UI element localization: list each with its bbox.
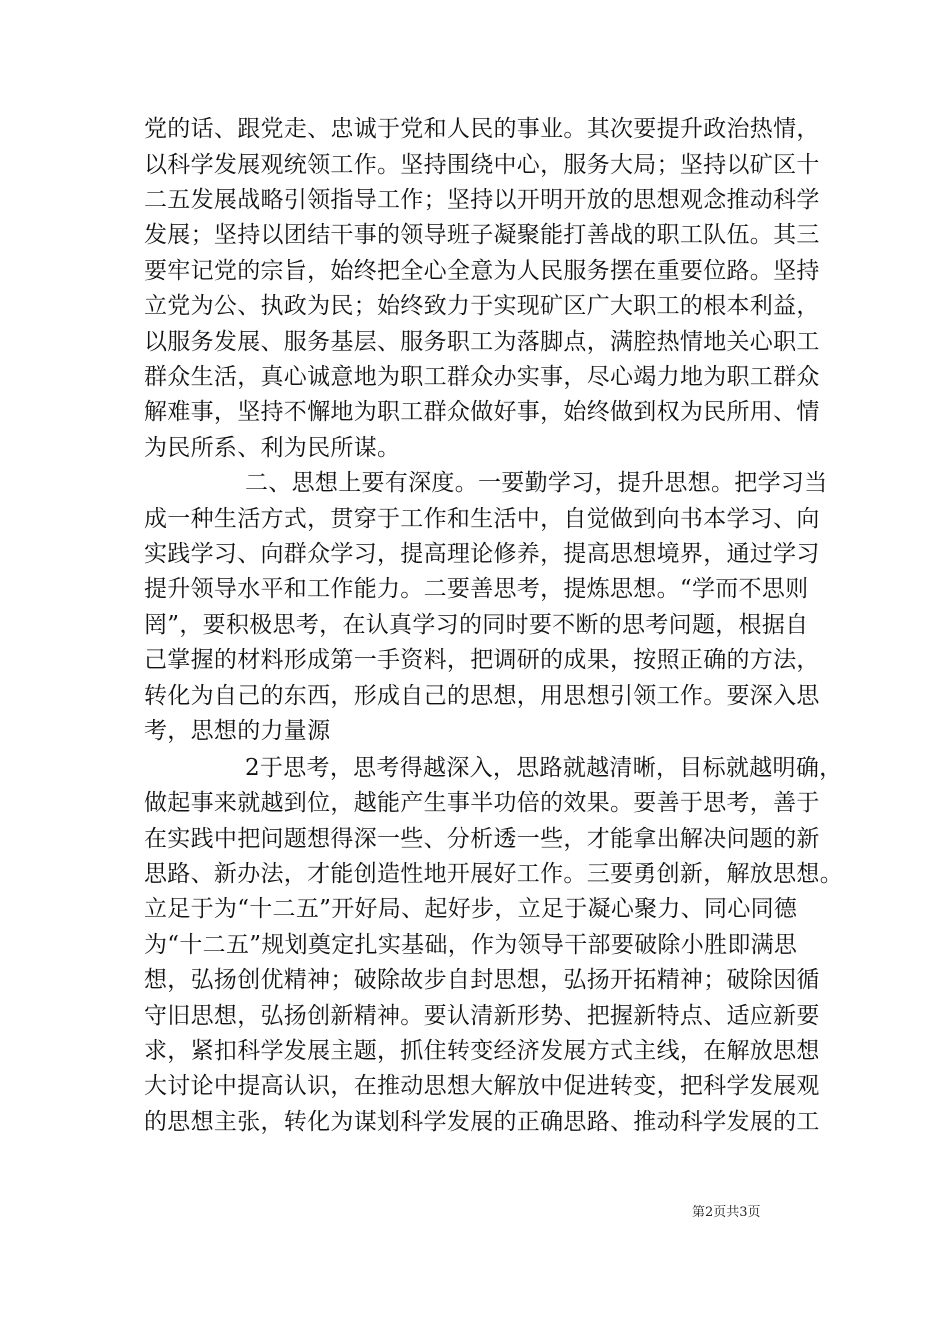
body-text-line: 解难事，坚持不懈地为职工群众做好事，始终做到权为民所用、情 xyxy=(144,399,820,425)
body-text-line: 成一种生活方式，贯穿于工作和生活中，自觉做到向书本学习、向 xyxy=(144,506,820,532)
body-text-line: 守旧思想，弘扬创新精神。要认清新形势、把握新特点、适应新要 xyxy=(144,1003,820,1029)
body-text-line: 转化为自己的东西，形成自己的思想，用思想引领工作。要深入思 xyxy=(144,683,820,709)
body-text-line: 考，思想的力量源 xyxy=(144,718,331,744)
body-text-line: 实践学习、向群众学习，提高理论修养，提高思想境界，通过学习 xyxy=(144,541,820,567)
body-text-line: 己掌握的材料形成第一手资料，把调研的成果，按照正确的方法， xyxy=(144,647,820,673)
body-text-line: 群众生活，真心诚意地为职工群众办实事，尽心竭力地为职工群众 xyxy=(144,364,820,390)
body-text-line: 罔”，要积极思考，在认真学习的同时要不断的思考问题，根据自 xyxy=(144,612,809,638)
body-text-line: 做起事来就越到位，越能产生事半功倍的效果。要善于思考，善于 xyxy=(144,790,820,816)
body-text-line: 以服务发展、服务基层、服务职工为落脚点，满腔热情地关心职工 xyxy=(144,329,820,355)
body-text-line: 发展；坚持以团结干事的领导班子凝聚能打善战的职工队伍。其三 xyxy=(144,222,820,248)
body-text-line: 想，弘扬创优精神；破除故步自封思想，弘扬开拓精神；破除因循 xyxy=(144,967,820,993)
body-text-line: 立足于为“十二五”开好局、起好步，立足于凝心聚力、同心同德 xyxy=(144,896,798,922)
paragraph-start-line: 2于思考，思考得越深入，思路就越清晰，目标就越明确， xyxy=(245,755,843,781)
body-text-line: 的思想主张，转化为谋划科学发展的正确思路、推动科学发展的工 xyxy=(144,1109,820,1135)
body-text-line: 二五发展战略引领指导工作；坚持以开明开放的思想观念推动科学 xyxy=(144,187,820,213)
body-text-line: 提升领导水平和工作能力。二要善思考，提炼思想。“学而不思则 xyxy=(144,576,809,602)
body-text-line: 为民所系、利为民所谋。 xyxy=(144,435,401,461)
body-text-line: 要牢记党的宗旨，始终把全心全意为人民服务摆在重要位路。坚持 xyxy=(144,258,820,284)
page-number-footer: 第2页共3页 xyxy=(692,1205,761,1220)
body-text-line: 在实践中把问题想得深一些、分析透一些，才能拿出解决问题的新 xyxy=(144,826,820,852)
body-text-line: 思路、新办法，才能创造性地开展好工作。三要勇创新，解放思想。 xyxy=(144,861,843,887)
body-text-line: 大讨论中提高认识，在推动思想大解放中促进转变，把科学发展观 xyxy=(144,1073,820,1099)
body-text-line: 立党为公、执政为民；始终致力于实现矿区广大职工的根本利益， xyxy=(144,293,820,319)
body-text-line: 党的话、跟党走、忠诚于党和人民的事业。其次要提升政治热情， xyxy=(144,116,820,142)
body-text-line: 为“十二五”规划奠定扎实基础，作为领导干部要破除小胜即满思 xyxy=(144,932,798,958)
body-text-line: 以科学发展观统领工作。坚持围绕中心，服务大局；坚持以矿区十 xyxy=(144,152,820,178)
section-heading-line: 二、思想上要有深度。一要勤学习，提升思想。把学习当 xyxy=(245,470,828,496)
body-text-line: 求，紧扣科学发展主题，抓住转变经济发展方式主线，在解放思想 xyxy=(144,1038,820,1064)
